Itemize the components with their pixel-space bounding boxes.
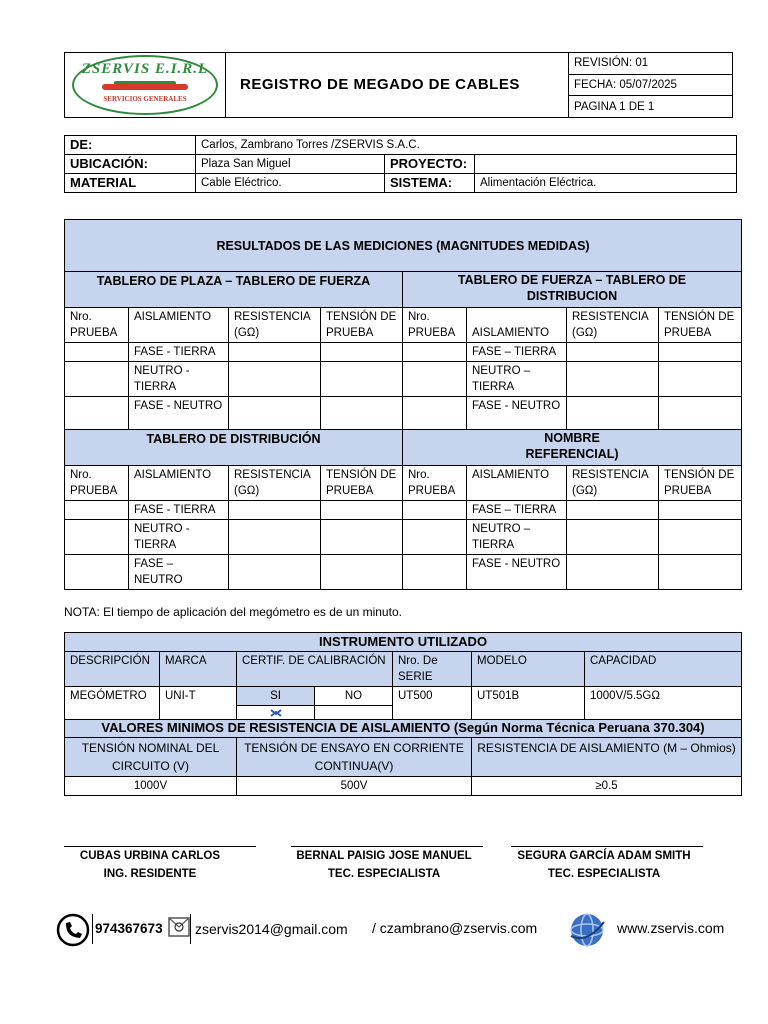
section-distribucion: TABLERO DE DISTRIBUCIÓN bbox=[65, 430, 403, 466]
header-certif: CERTIF. DE CALIBRACIÓN bbox=[237, 652, 393, 687]
capacidad-value: 1000V/5.5GΩ bbox=[585, 687, 742, 726]
certif-si-label: SI bbox=[237, 687, 315, 706]
aislamiento-type: FASE - TIERRA bbox=[129, 501, 229, 520]
signature-name: CUBAS URBINA CARLOS bbox=[79, 850, 221, 862]
pagina: PAGINA 1 DE 1 bbox=[569, 96, 733, 118]
col-aislamiento: AISLAMIENTO bbox=[129, 308, 229, 343]
company-logo bbox=[72, 55, 218, 115]
footer-web: www.zservis.com bbox=[617, 920, 725, 936]
sistema-value: Alimentación Eléctrica. bbox=[475, 174, 737, 193]
proyecto-value bbox=[475, 155, 737, 174]
section-plaza-fuerza: TABLERO DE PLAZA – TABLERO DE FUERZA bbox=[65, 272, 403, 308]
material-value: Cable Eléctrico. bbox=[196, 174, 385, 193]
col-aislamiento: AISLAMIENTO bbox=[467, 308, 567, 343]
col-nro-prueba: Nro. PRUEBA bbox=[65, 466, 129, 501]
footer-phone: 974367673 bbox=[95, 921, 163, 936]
aislamiento-type: FASE - NEUTRO bbox=[129, 397, 229, 430]
aislamiento-type: NEUTRO – TIERRA bbox=[467, 520, 567, 555]
header-descripcion: DESCRIPCIÓN bbox=[65, 652, 160, 687]
col-tension: TENSIÓN DE PRUEBA bbox=[321, 308, 403, 343]
signature-role: TEC. ESPECIALISTA bbox=[327, 868, 441, 880]
aislamiento-type: FASE - TIERRA bbox=[129, 343, 229, 362]
aislamiento-type: NEUTRO – TIERRA bbox=[467, 362, 567, 397]
tension-ensayo-value: 500V bbox=[237, 777, 472, 796]
ubicacion-label: UBICACIÓN: bbox=[65, 155, 196, 174]
check-mark-icon bbox=[269, 706, 283, 720]
aislamiento-type: NEUTRO - TIERRA bbox=[129, 362, 229, 397]
col-tension: TENSIÓN DE PRUEBA bbox=[659, 308, 742, 343]
results-table bbox=[64, 219, 742, 590]
col-resistencia: RESISTENCIA (GΩ) bbox=[567, 466, 659, 501]
results-title: RESULTADOS DE LAS MEDICIONES (MAGNITUDES MEDIDAS) bbox=[65, 220, 742, 272]
col-aislamiento: AISLAMIENTO bbox=[129, 466, 229, 501]
col-resistencia: RESISTENCIA (GΩ) bbox=[567, 308, 659, 343]
minimos-title: VALORES MINIMOS DE RESISTENCIA DE AISLAMIENTO (Según Norma Técnica Peruana 370.304) bbox=[65, 720, 742, 738]
signature-block-2 bbox=[284, 847, 484, 883]
minimos-table bbox=[64, 719, 742, 796]
instrument-table bbox=[64, 632, 742, 726]
aislamiento-type: NEUTRO - TIERRA bbox=[129, 520, 229, 555]
document-title: REGISTRO DE MEGADO DE CABLES bbox=[226, 53, 569, 118]
col-resistencia: RESISTENCIA (GΩ) bbox=[229, 466, 321, 501]
aislamiento-type: FASE – NEUTRO bbox=[129, 555, 229, 590]
aislamiento-type: FASE - NEUTRO bbox=[467, 555, 567, 590]
aislamiento-type: FASE – TIERRA bbox=[467, 343, 567, 362]
col-aislamiento: AISLAMIENTO bbox=[467, 466, 567, 501]
ubicacion-value: Plaza San Miguel bbox=[196, 155, 385, 174]
header-capacidad: CAPACIDAD bbox=[585, 652, 742, 687]
signature-block-3 bbox=[504, 847, 704, 883]
header-resistencia-aislamiento: RESISTENCIA DE AISLAMIENTO (M – Ohmios) bbox=[472, 738, 742, 777]
material-label: MATERIAL bbox=[65, 174, 196, 193]
section-nombre-referencial: NOMBRE REFERENCIAL) bbox=[403, 430, 742, 466]
header-serie: Nro. De SERIE bbox=[393, 652, 472, 687]
col-tension: TENSIÓN DE PRUEBA bbox=[321, 466, 403, 501]
descripcion-value: MEGÓMETRO bbox=[65, 687, 160, 726]
header-modelo: MODELO bbox=[472, 652, 585, 687]
serie-value: UT500 bbox=[393, 687, 472, 726]
globe-icon bbox=[566, 910, 608, 953]
logo-text: ZSERVIS E.I.R.L bbox=[81, 61, 209, 77]
header-tension-nominal: TENSIÓN NOMINAL DEL CIRCUITO (V) bbox=[65, 738, 237, 777]
de-label: DE: bbox=[65, 136, 196, 155]
info-table bbox=[64, 135, 737, 193]
revision: REVISIÓN: 01 bbox=[569, 53, 733, 75]
aislamiento-type: FASE - NEUTRO bbox=[467, 397, 567, 430]
signature-role: TEC. ESPECIALISTA bbox=[547, 868, 661, 880]
col-tension: TENSIÓN DE PRUEBA bbox=[659, 466, 742, 501]
resistencia-value: ≥0.5 bbox=[472, 777, 742, 796]
col-nro-prueba: Nro. PRUEBA bbox=[403, 466, 467, 501]
header-tension-ensayo: TENSIÓN DE ENSAYO EN CORRIENTE CONTINUA(V) bbox=[237, 738, 472, 777]
marca-value: UNI-T bbox=[160, 687, 237, 726]
sistema-label: SISTEMA: bbox=[385, 174, 475, 193]
header-marca: MARCA bbox=[160, 652, 237, 687]
proyecto-label: PROYECTO: bbox=[385, 155, 475, 174]
de-value: Carlos, Zambrano Torres /ZSERVIS S.A.C. bbox=[196, 136, 737, 155]
col-nro-prueba: Nro. PRUEBA bbox=[403, 308, 467, 343]
fecha: FECHA: 05/07/2025 bbox=[569, 74, 733, 96]
footer-email-2: / czambrano@zservis.com bbox=[372, 920, 538, 936]
tension-nominal-value: 1000V bbox=[65, 777, 237, 796]
col-nro-prueba: Nro. PRUEBA bbox=[65, 308, 129, 343]
signature-name: SEGURA GARCÍA ADAM SMITH bbox=[517, 850, 691, 862]
signature-block-1 bbox=[60, 847, 240, 883]
col-resistencia: RESISTENCIA (GΩ) bbox=[229, 308, 321, 343]
logo-cell bbox=[65, 53, 226, 118]
signature-role: ING. RESIDENTE bbox=[103, 868, 197, 880]
logo-subtext: SERVICIOS GENERALES bbox=[103, 95, 187, 103]
footer-email-1: zservis2014@gmail.com bbox=[195, 921, 348, 937]
header-table bbox=[64, 52, 733, 118]
nota-text: NOTA: El tiempo de aplicación del megómetro es de un minuto. bbox=[64, 605, 402, 619]
modelo-value: UT501B bbox=[472, 687, 585, 726]
instrument-title: INSTRUMENTO UTILIZADO bbox=[65, 633, 742, 652]
aislamiento-type: FASE – TIERRA bbox=[467, 501, 567, 520]
certif-no-label: NO bbox=[315, 687, 393, 706]
phone-icon bbox=[56, 913, 92, 950]
section-fuerza-distribucion: TABLERO DE FUERZA – TABLERO DE DISTRIBUCION bbox=[403, 272, 742, 308]
signature-name: BERNAL PAISIG JOSE MANUEL bbox=[296, 850, 472, 862]
